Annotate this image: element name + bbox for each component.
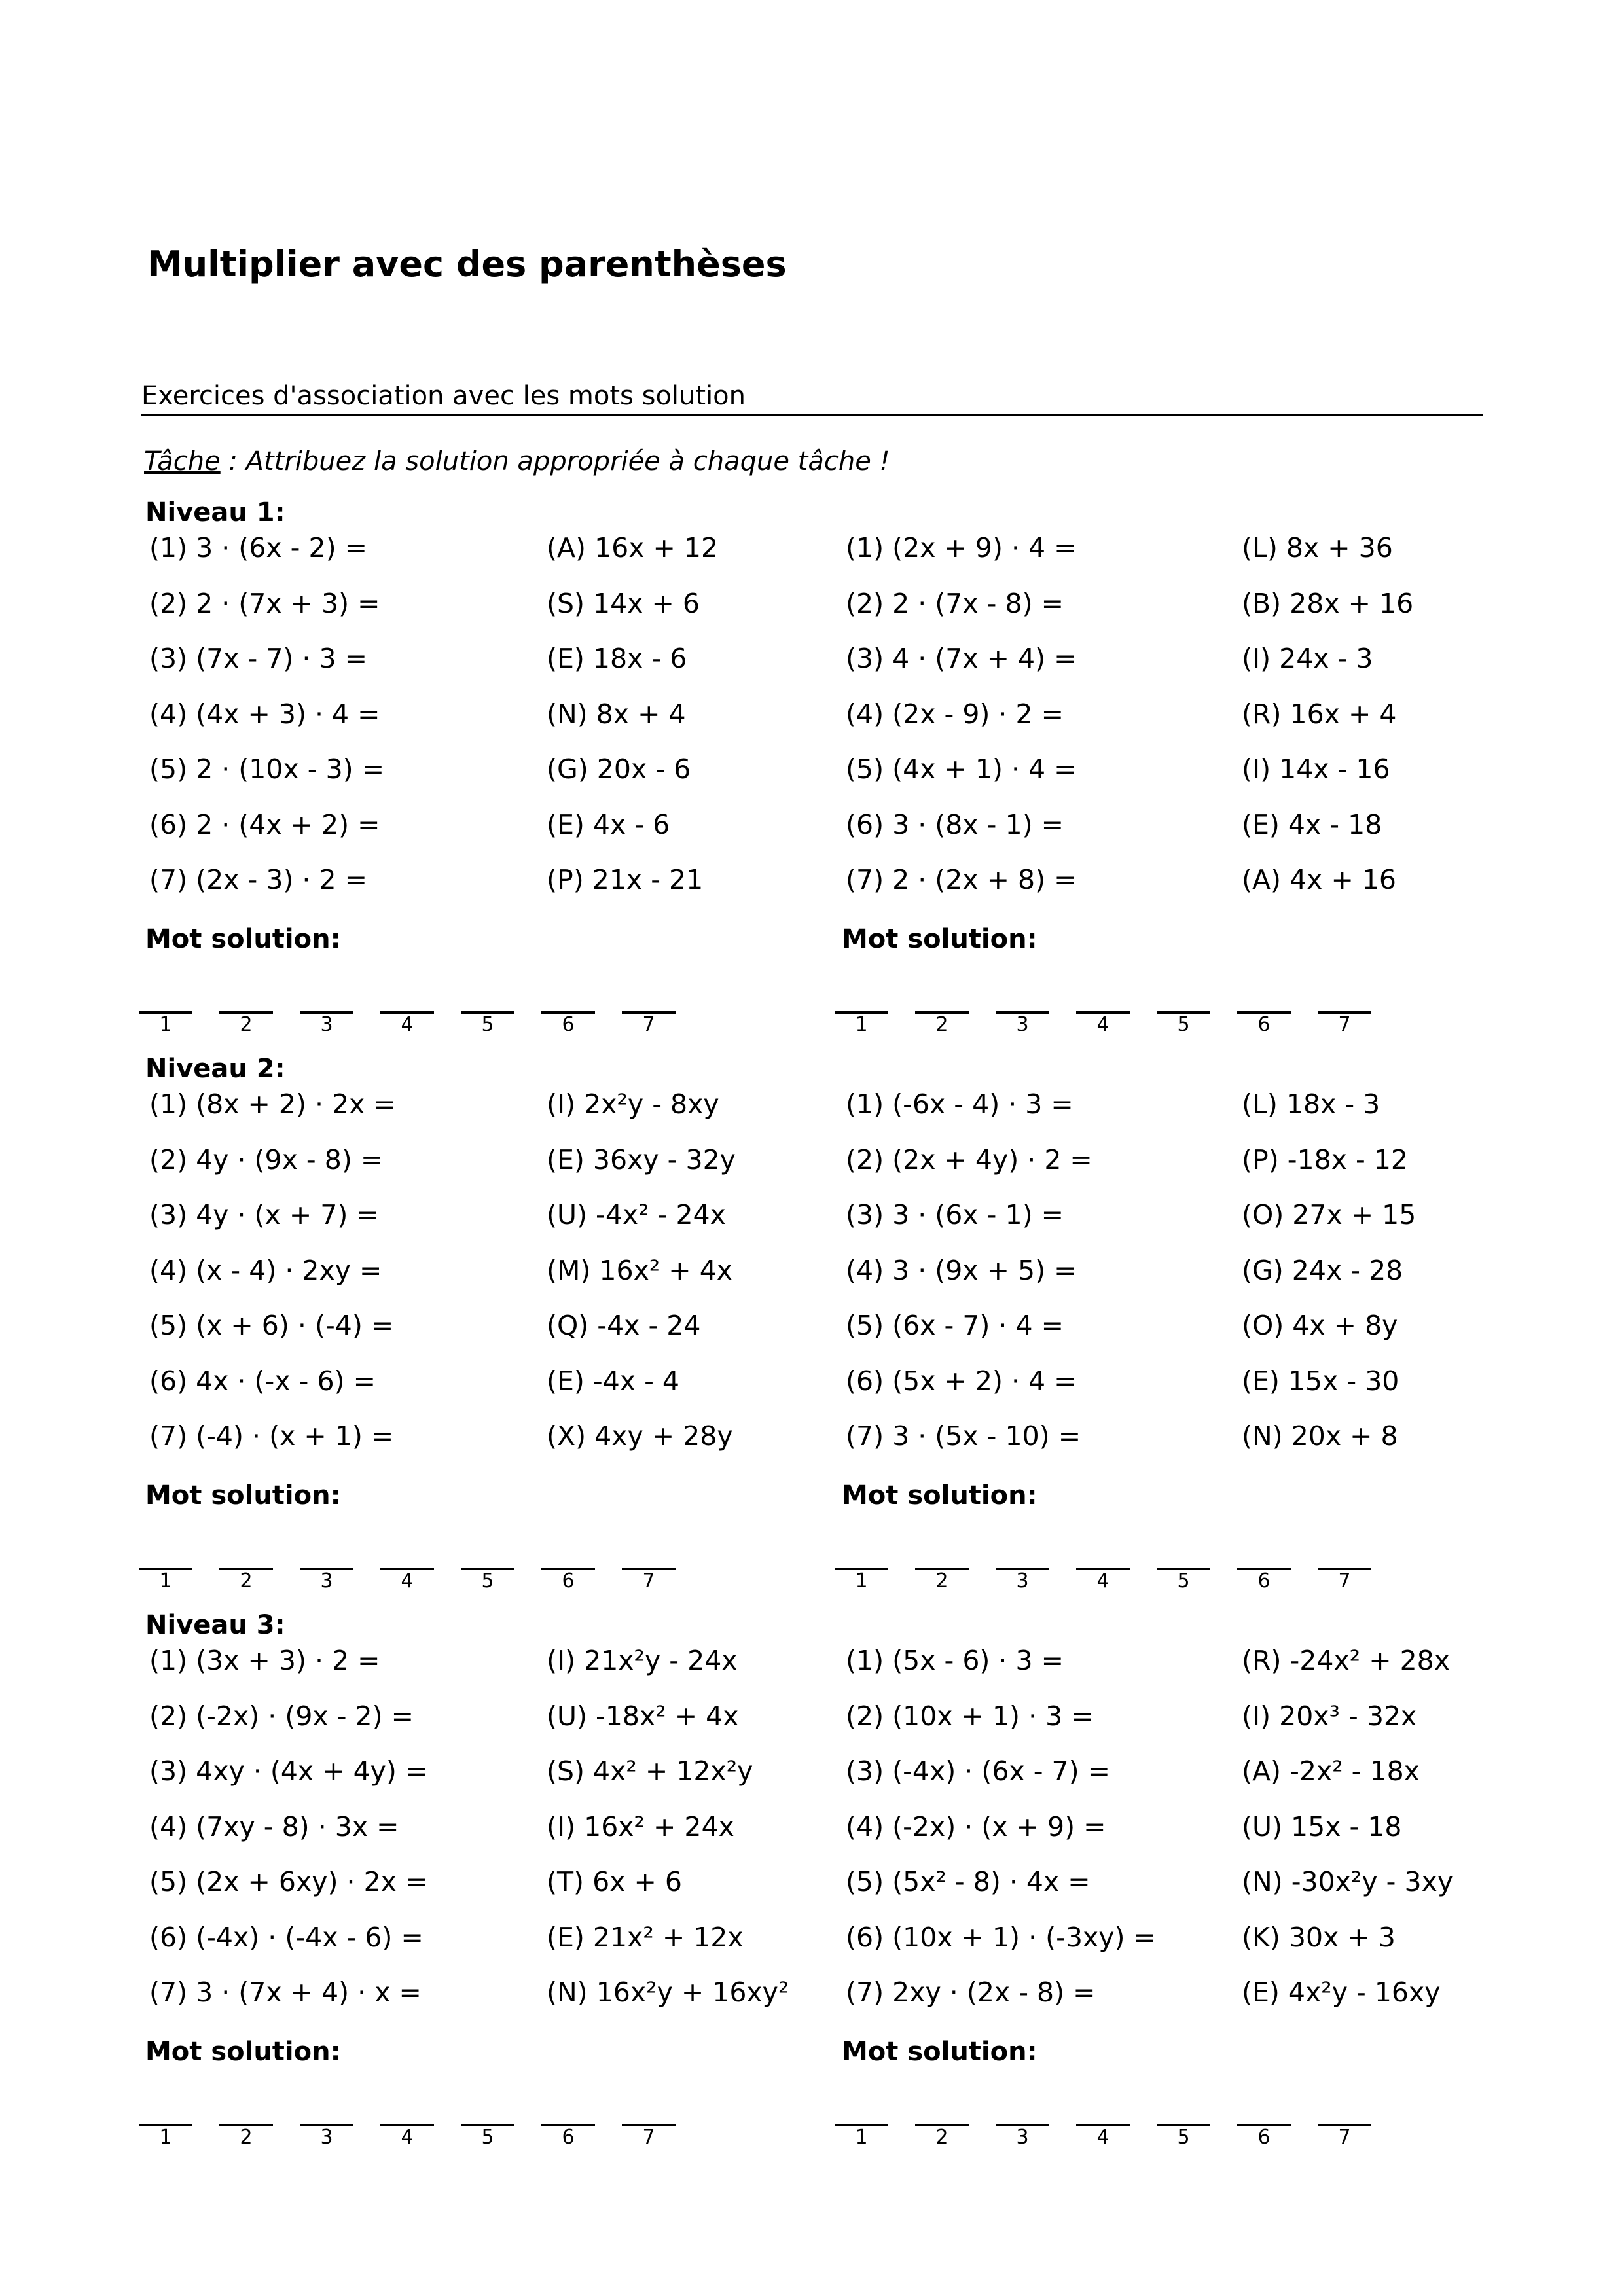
blank-number: 1 (159, 1013, 172, 1036)
exercise-task: (2) (10x + 1) · 3 = (846, 1700, 1094, 1732)
solution-word-label: Mot solution: (145, 2037, 341, 2067)
blank-number: 3 (320, 2126, 333, 2149)
solution-option: (S) 14x + 6 (547, 587, 700, 619)
answer-blank[interactable] (300, 1568, 353, 1594)
solution-option: (K) 30x + 3 (1242, 1921, 1396, 1953)
solution-option: (E) 4x - 6 (547, 808, 670, 840)
blank-number: 3 (1016, 1013, 1029, 1036)
solution-option: (A) 16x + 12 (547, 532, 719, 564)
blank-number: 1 (159, 2126, 172, 2149)
solution-option: (E) 15x - 30 (1242, 1365, 1399, 1397)
blank-number: 7 (642, 2126, 655, 2149)
answer-blank[interactable] (219, 1568, 273, 1594)
solution-option: (B) 28x + 16 (1242, 587, 1414, 619)
solution-option: (N) 16x²y + 16xy² (547, 1977, 789, 2008)
exercise-task: (1) (5x - 6) · 3 = (846, 1645, 1064, 1676)
exercise-task: (7) (2x - 3) · 2 = (149, 864, 367, 895)
answer-blank[interactable] (541, 1011, 595, 1037)
exercise-task: (7) 2 · (2x + 8) = (846, 864, 1077, 895)
exercise-task: (4) 3 · (9x + 5) = (846, 1254, 1077, 1286)
solution-option: (I) 16x² + 24x (547, 1810, 734, 1842)
solution-option: (L) 8x + 36 (1242, 532, 1393, 564)
solution-word-label: Mot solution: (145, 1480, 341, 1511)
exercise-task: (6) (5x + 2) · 4 = (846, 1365, 1077, 1397)
solution-option: (N) 20x + 8 (1242, 1420, 1398, 1452)
blank-number: 7 (642, 1013, 655, 1036)
blank-number: 6 (562, 2126, 575, 2149)
exercise-task: (2) 2 · (7x + 3) = (149, 587, 380, 619)
blank-number: 5 (1177, 1013, 1190, 1036)
answer-blank[interactable] (1157, 2124, 1210, 2150)
exercise-task: (7) 3 · (5x - 10) = (846, 1420, 1081, 1452)
solution-option: (P) -18x - 12 (1242, 1143, 1409, 1175)
exercise-task: (4) (-2x) · (x + 9) = (846, 1810, 1106, 1842)
solution-option: (I) 24x - 3 (1242, 643, 1373, 674)
exercise-task: (5) (4x + 1) · 4 = (846, 753, 1077, 785)
solution-option: (N) -30x²y - 3xy (1242, 1866, 1454, 1897)
answer-blank[interactable] (461, 1011, 514, 1037)
solution-option: (M) 16x² + 4x (547, 1254, 733, 1286)
blank-number: 3 (1016, 2126, 1029, 2149)
exercise-task: (7) (-4) · (x + 1) = (149, 1420, 394, 1452)
answer-blank[interactable] (915, 1011, 969, 1037)
exercise-task: (2) 2 · (7x - 8) = (846, 587, 1064, 619)
exercise-task: (6) 4x · (-x - 6) = (149, 1365, 376, 1397)
exercise-task: (6) 2 · (4x + 2) = (149, 808, 380, 840)
exercise-task: (5) (2x + 6xy) · 2x = (149, 1866, 428, 1897)
blank-number: 4 (1096, 2126, 1110, 2149)
answer-blank[interactable] (1318, 1568, 1371, 1594)
answer-blank[interactable] (835, 1568, 888, 1594)
answer-blank[interactable] (996, 1568, 1049, 1594)
answer-blank[interactable] (915, 1568, 969, 1594)
blank-number: 5 (481, 1570, 494, 1592)
answer-blank[interactable] (380, 2124, 434, 2150)
blank-number: 2 (935, 1570, 948, 1592)
blank-number: 2 (935, 1013, 948, 1036)
exercise-task: (1) 3 · (6x - 2) = (149, 532, 367, 564)
answer-blank[interactable] (139, 2124, 192, 2150)
solution-option: (I) 2x²y - 8xy (547, 1088, 719, 1120)
blank-number: 4 (401, 1013, 414, 1036)
blank-number: 5 (481, 1013, 494, 1036)
exercise-task: (5) 2 · (10x - 3) = (149, 753, 385, 785)
blank-number: 3 (1016, 1570, 1029, 1592)
exercise-task: (1) (8x + 2) · 2x = (149, 1088, 396, 1120)
answer-blank[interactable] (139, 1011, 192, 1037)
exercise-task: (6) 3 · (8x - 1) = (846, 808, 1064, 840)
answer-blank[interactable] (461, 1568, 514, 1594)
answer-blank[interactable] (1076, 1568, 1130, 1594)
answer-blank[interactable] (461, 2124, 514, 2150)
blank-number: 4 (1096, 1013, 1110, 1036)
answer-blank[interactable] (1237, 2124, 1291, 2150)
solution-option: (I) 21x²y - 24x (547, 1645, 738, 1676)
blank-number: 4 (1096, 1570, 1110, 1592)
level-title: Niveau 2: (145, 1054, 285, 1084)
blank-number: 6 (1257, 1570, 1271, 1592)
solution-option: (I) 14x - 16 (1242, 753, 1390, 785)
answer-blank[interactable] (300, 2124, 353, 2150)
blank-number: 3 (320, 1570, 333, 1592)
exercise-task: (2) (2x + 4y) · 2 = (846, 1143, 1092, 1175)
blank-number: 6 (562, 1570, 575, 1592)
blank-number: 1 (855, 1570, 868, 1592)
task-label: Tâche (144, 446, 221, 476)
exercise-task: (4) (x - 4) · 2xy = (149, 1254, 382, 1286)
answer-blank[interactable] (541, 1568, 595, 1594)
solution-option: (I) 20x³ - 32x (1242, 1700, 1417, 1732)
answer-blank[interactable] (996, 1011, 1049, 1037)
answer-blank[interactable] (1157, 1011, 1210, 1037)
solution-option: (A) -2x² - 18x (1242, 1755, 1420, 1787)
answer-blank[interactable] (1157, 1568, 1210, 1594)
exercise-task: (5) (6x - 7) · 4 = (846, 1310, 1064, 1341)
solution-option: (E) 18x - 6 (547, 643, 687, 674)
solution-option: (G) 20x - 6 (547, 753, 691, 785)
solution-option: (E) 21x² + 12x (547, 1921, 744, 1953)
solution-option: (O) 4x + 8y (1242, 1310, 1398, 1341)
answer-blank[interactable] (300, 1011, 353, 1037)
blank-number: 1 (159, 1570, 172, 1592)
blank-number: 4 (401, 2126, 414, 2149)
blank-number: 1 (855, 2126, 868, 2149)
answer-blank[interactable] (139, 1568, 192, 1594)
solution-option: (S) 4x² + 12x²y (547, 1755, 753, 1787)
blank-number: 3 (320, 1013, 333, 1036)
answer-blank[interactable] (541, 2124, 595, 2150)
exercise-task: (5) (5x² - 8) · 4x = (846, 1866, 1091, 1897)
answer-blank[interactable] (219, 2124, 273, 2150)
solution-option: (R) -24x² + 28x (1242, 1645, 1451, 1676)
solution-option: (L) 18x - 3 (1242, 1088, 1380, 1120)
answer-blank[interactable] (835, 1011, 888, 1037)
exercise-task: (4) (4x + 3) · 4 = (149, 698, 380, 730)
answer-blank[interactable] (622, 2124, 676, 2150)
exercise-task: (3) (7x - 7) · 3 = (149, 643, 367, 674)
answer-blank[interactable] (996, 2124, 1049, 2150)
blank-number: 4 (401, 1570, 414, 1592)
task-text: : Attribuez la solution appropriée à chaque tâche ! (220, 446, 890, 476)
blank-number: 2 (240, 1570, 253, 1592)
exercise-task: (1) (-6x - 4) · 3 = (846, 1088, 1074, 1120)
exercise-task: (4) (2x - 9) · 2 = (846, 698, 1064, 730)
level-title: Niveau 3: (145, 1610, 285, 1640)
answer-blank[interactable] (835, 2124, 888, 2150)
exercise-task: (1) (2x + 9) · 4 = (846, 532, 1077, 564)
solution-option: (U) 15x - 18 (1242, 1810, 1402, 1842)
answer-blank[interactable] (1076, 1011, 1130, 1037)
solution-word-label: Mot solution: (145, 924, 341, 954)
answer-blank[interactable] (1237, 1011, 1291, 1037)
exercise-task: (2) (-2x) · (9x - 2) = (149, 1700, 414, 1732)
exercise-task: (7) 3 · (7x + 4) · x = (149, 1977, 422, 2008)
answer-blank[interactable] (915, 2124, 969, 2150)
answer-blank[interactable] (1076, 2124, 1130, 2150)
blank-number: 5 (481, 2126, 494, 2149)
solution-option: (U) -4x² - 24x (547, 1199, 726, 1230)
answer-blank[interactable] (380, 1011, 434, 1037)
blank-number: 6 (1257, 1013, 1271, 1036)
solution-option: (E) 36xy - 32y (547, 1143, 736, 1175)
exercise-task: (3) (-4x) · (6x - 7) = (846, 1755, 1111, 1787)
solution-option: (Q) -4x - 24 (547, 1310, 701, 1341)
blank-number: 2 (240, 2126, 253, 2149)
exercise-task: (5) (x + 6) · (-4) = (149, 1310, 394, 1341)
blank-number: 7 (1338, 2126, 1351, 2149)
blank-number: 5 (1177, 2126, 1190, 2149)
exercise-task: (3) 4y · (x + 7) = (149, 1199, 379, 1230)
blank-number: 1 (855, 1013, 868, 1036)
level-title: Niveau 1: (145, 497, 285, 528)
section-subtitle: Exercices d'association avec les mots solution (141, 380, 1483, 416)
exercise-task: (3) 3 · (6x - 1) = (846, 1199, 1064, 1230)
exercise-task: (1) (3x + 3) · 2 = (149, 1645, 380, 1676)
blank-number: 2 (240, 1013, 253, 1036)
answer-blank[interactable] (622, 1011, 676, 1037)
blank-number: 7 (1338, 1013, 1351, 1036)
solution-option: (O) 27x + 15 (1242, 1199, 1416, 1230)
answer-blank[interactable] (1237, 1568, 1291, 1594)
solution-word-label: Mot solution: (842, 2037, 1038, 2067)
blank-number: 2 (935, 2126, 948, 2149)
page-title: Multiplier avec des parenthèses (147, 243, 787, 285)
answer-blank[interactable] (1318, 1011, 1371, 1037)
blank-number: 7 (1338, 1570, 1351, 1592)
exercise-task: (4) (7xy - 8) · 3x = (149, 1810, 399, 1842)
blank-number: 6 (562, 1013, 575, 1036)
solution-option: (T) 6x + 6 (547, 1866, 682, 1897)
blank-number: 6 (1257, 2126, 1271, 2149)
exercise-task: (2) 4y · (9x - 8) = (149, 1143, 384, 1175)
answer-blank[interactable] (219, 1011, 273, 1037)
solution-word-label: Mot solution: (842, 1480, 1038, 1511)
solution-option: (P) 21x - 21 (547, 864, 704, 895)
solution-option: (E) 4x - 18 (1242, 808, 1382, 840)
task-instruction (144, 446, 890, 476)
solution-option: (E) 4x²y - 16xy (1242, 1977, 1441, 2008)
answer-blank[interactable] (380, 1568, 434, 1594)
solution-option: (N) 8x + 4 (547, 698, 686, 730)
exercise-task: (6) (10x + 1) · (-3xy) = (846, 1921, 1156, 1953)
blank-number: 5 (1177, 1570, 1190, 1592)
solution-option: (A) 4x + 16 (1242, 864, 1397, 895)
answer-blank[interactable] (622, 1568, 676, 1594)
exercise-task: (3) 4 · (7x + 4) = (846, 643, 1077, 674)
exercise-task: (3) 4xy · (4x + 4y) = (149, 1755, 428, 1787)
solution-option: (E) -4x - 4 (547, 1365, 680, 1397)
solution-option: (G) 24x - 28 (1242, 1254, 1403, 1286)
solution-option: (R) 16x + 4 (1242, 698, 1397, 730)
blank-number: 7 (642, 1570, 655, 1592)
exercise-task: (7) 2xy · (2x - 8) = (846, 1977, 1096, 2008)
solution-option: (U) -18x² + 4x (547, 1700, 739, 1732)
solution-word-label: Mot solution: (842, 924, 1038, 954)
exercise-task: (6) (-4x) · (-4x - 6) = (149, 1921, 424, 1953)
solution-option: (X) 4xy + 28y (547, 1420, 733, 1452)
answer-blank[interactable] (1318, 2124, 1371, 2150)
